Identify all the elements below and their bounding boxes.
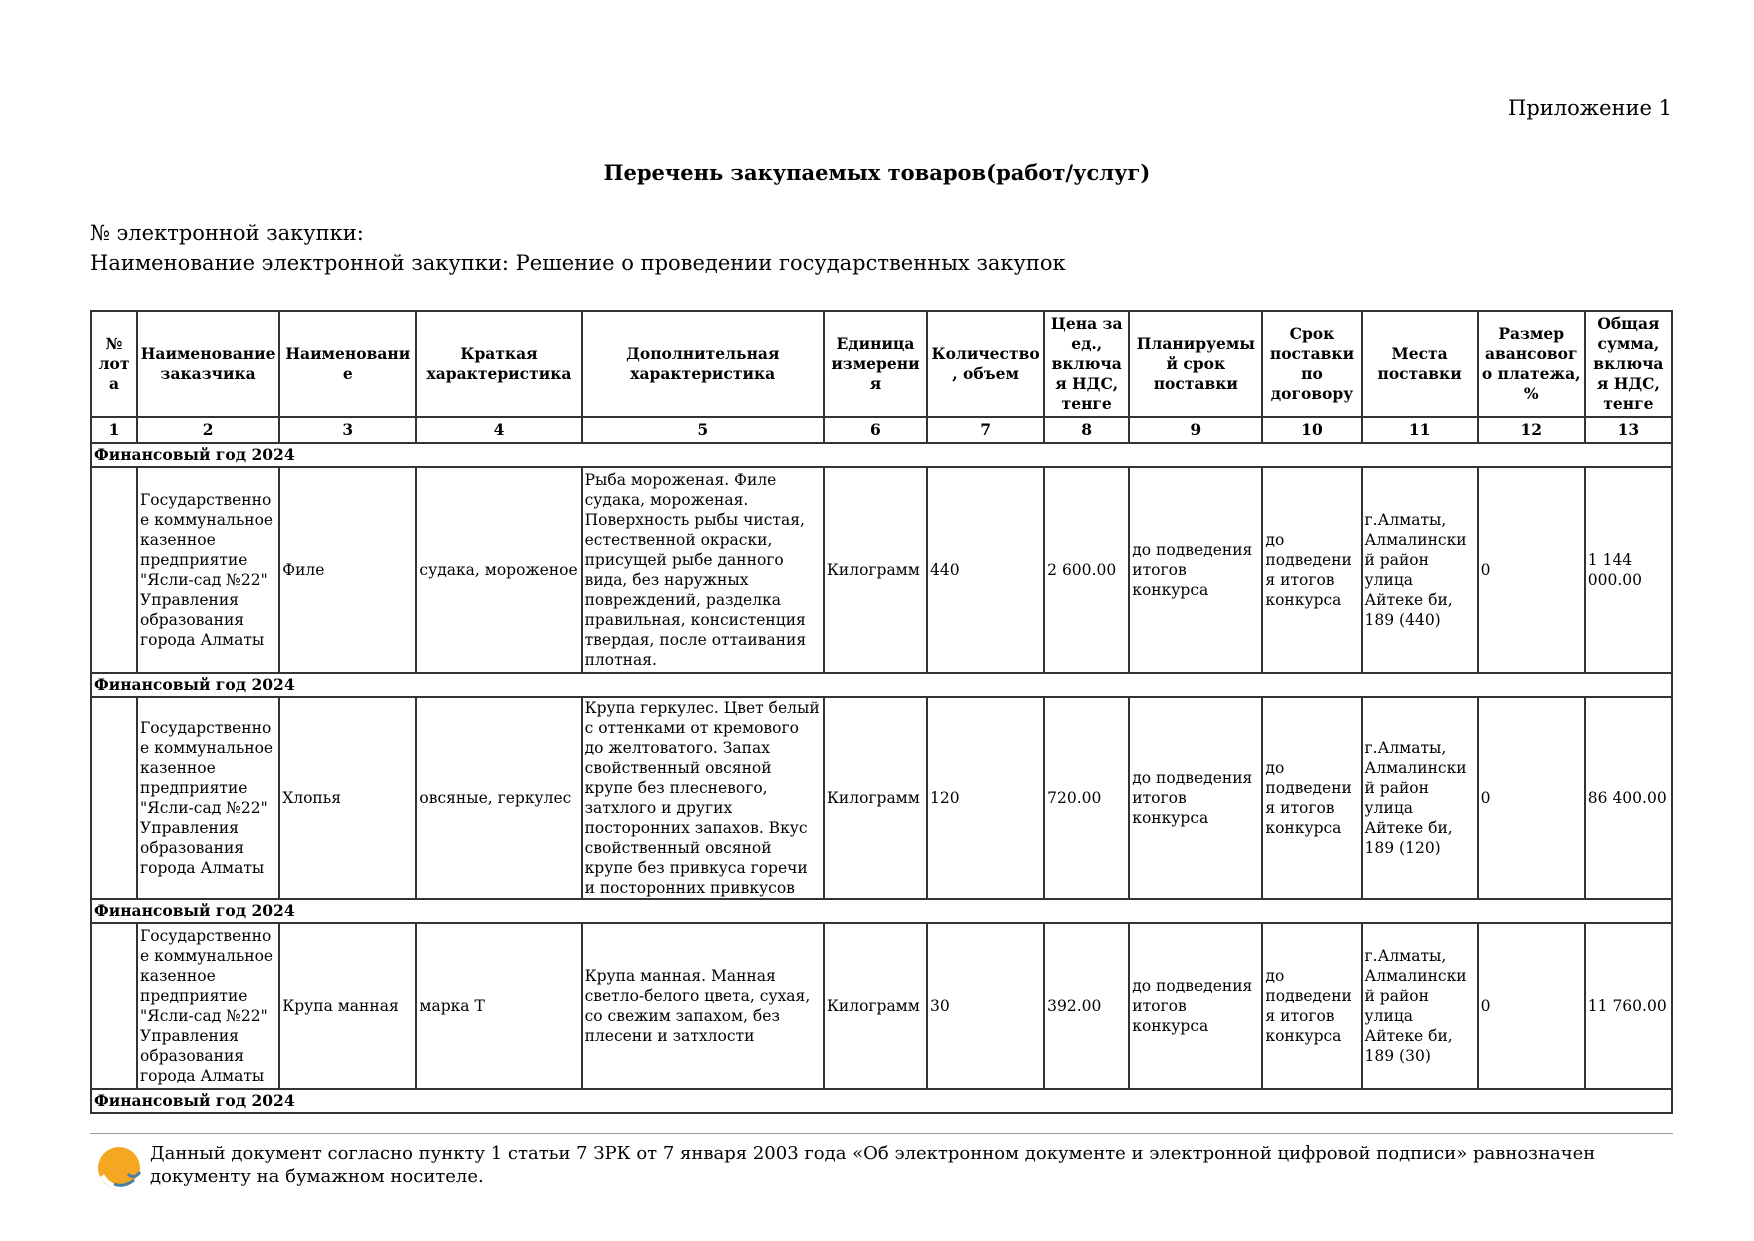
table-header-row [91, 311, 1672, 417]
table-row [91, 923, 1672, 1089]
column-number: 9 [1129, 417, 1262, 443]
financial-year-row [91, 673, 1672, 697]
contract-term-cell: до подведения итогов конкурса [1262, 697, 1361, 899]
col-header: Единица измерения [824, 311, 927, 417]
planned-term-cell: до подведения итогов конкурса [1129, 923, 1262, 1089]
col-header: Количество, объем [927, 311, 1044, 417]
financial-year-label: Финансовый год 2024 [91, 673, 1672, 697]
column-number: 8 [1044, 417, 1129, 443]
column-number: 1 [91, 417, 137, 443]
unit-cell: Килограмм [824, 923, 927, 1089]
column-number: 6 [824, 417, 927, 443]
total-cell: 1 144 000.00 [1585, 467, 1672, 673]
column-number: 5 [582, 417, 824, 443]
financial-year-label: Финансовый год 2024 [91, 899, 1672, 923]
table-row [91, 697, 1672, 899]
advance-cell: 0 [1478, 923, 1585, 1089]
customer-cell: Государственное коммунальное казенное предприятие "Ясли-сад №22" Управления образования города Алматы [137, 923, 279, 1089]
table-row [91, 467, 1672, 673]
financial-year-row [91, 443, 1672, 467]
delivery-place-cell: г.Алматы, Алмалинский район улица Айтеке би, 189 (440) [1362, 467, 1478, 673]
column-number: 11 [1362, 417, 1478, 443]
col-header: Размер авансового платежа, % [1478, 311, 1585, 417]
col-header: Срок поставки по договору [1262, 311, 1361, 417]
financial-year-label: Финансовый год 2024 [91, 1089, 1672, 1113]
unit-cell: Килограмм [824, 467, 927, 673]
col-header: Места поставки [1362, 311, 1478, 417]
col-header: Цена за ед., включая НДС, тенге [1044, 311, 1129, 417]
item-name-cell: Крупа манная [279, 923, 416, 1089]
total-cell: 11 760.00 [1585, 923, 1672, 1089]
delivery-place-cell: г.Алматы, Алмалинский район улица Айтеке би, 189 (120) [1362, 697, 1478, 899]
lot-number [91, 467, 137, 673]
planned-term-cell: до подведения итогов конкурса [1129, 697, 1262, 899]
unit-cell: Килограмм [824, 697, 927, 899]
purchase-name: Наименование электронной закупки: Решение о проведении государственных закупок [90, 251, 1066, 275]
egov-seal-icon [94, 1144, 144, 1194]
advance-cell: 0 [1478, 697, 1585, 899]
customer-cell: Государственное коммунальное казенное предприятие "Ясли-сад №22" Управления образования города Алматы [137, 697, 279, 899]
col-header: Планируемый срок поставки [1129, 311, 1262, 417]
quantity-cell: 440 [927, 467, 1044, 673]
legal-footer [90, 1133, 1673, 1187]
column-number: 12 [1478, 417, 1585, 443]
legal-note: Данный документ согласно пункту 1 статьи 7 ЗРК от 7 января 2003 года «Об электронном документе и электронной цифровой подписи» равнозначен документу на бумажном носителе. [150, 1143, 1596, 1187]
extra-description-cell: Крупа манная. Манная светло-белого цвета, сухая, со свежим запахом, без плесени и затхлости [582, 923, 824, 1089]
appendix-label: Приложение 1 [1508, 96, 1672, 120]
column-number: 7 [927, 417, 1044, 443]
col-header: Наименование [279, 311, 416, 417]
delivery-place-cell: г.Алматы, Алмалинский район улица Айтеке би, 189 (30) [1362, 923, 1478, 1089]
column-number: 3 [279, 417, 416, 443]
total-cell: 86 400.00 [1585, 697, 1672, 899]
price-cell: 720.00 [1044, 697, 1129, 899]
column-number: 10 [1262, 417, 1361, 443]
short-description-cell: овсяные, геркулес [416, 697, 581, 899]
purchase-number: № электронной закупки: [90, 221, 364, 245]
item-name-cell: Хлопья [279, 697, 416, 899]
extra-description-cell: Крупа геркулес. Цвет белый с оттенками от кремового до желтоватого. Запах свойственный овсяной крупе без плесневого, затхлого и других посторонних запахов. Вкус свойственный овсяной крупе без привкуса горечи и посторонних привкусов [582, 697, 824, 899]
lot-number [91, 697, 137, 899]
col-header: Дополнительная характеристика [582, 311, 824, 417]
contract-term-cell: до подведения итогов конкурса [1262, 923, 1361, 1089]
col-header: № лота [91, 311, 137, 417]
column-number: 4 [416, 417, 581, 443]
quantity-cell: 120 [927, 697, 1044, 899]
goods-table [90, 310, 1673, 1114]
planned-term-cell: до подведения итогов конкурса [1129, 467, 1262, 673]
document-title: Перечень закупаемых товаров(работ/услуг) [603, 160, 1151, 185]
column-number: 2 [137, 417, 279, 443]
contract-term-cell: до подведения итогов конкурса [1262, 467, 1361, 673]
advance-cell: 0 [1478, 467, 1585, 673]
column-number: 13 [1585, 417, 1672, 443]
price-cell: 2 600.00 [1044, 467, 1129, 673]
customer-cell: Государственное коммунальное казенное предприятие "Ясли-сад №22" Управления образования города Алматы [137, 467, 279, 673]
item-name-cell: Филе [279, 467, 416, 673]
column-number-row [91, 417, 1672, 443]
col-header: Общая сумма, включая НДС, тенге [1585, 311, 1672, 417]
financial-year-label: Финансовый год 2024 [91, 443, 1672, 467]
extra-description-cell: Рыба мороженая. Филе судака, мороженая. Поверхность рыбы чистая, естественной окраски, присущей рыбе данного вида, без наружных повреждений, разделка правильная, консистенция твердая, после оттаивания плотная. [582, 467, 824, 673]
col-header: Краткая характеристика [416, 311, 581, 417]
short-description-cell: судака, мороженое [416, 467, 581, 673]
price-cell: 392.00 [1044, 923, 1129, 1089]
lot-number [91, 923, 137, 1089]
col-header: Наименование заказчика [137, 311, 279, 417]
quantity-cell: 30 [927, 923, 1044, 1089]
financial-year-row [91, 899, 1672, 923]
financial-year-row [91, 1089, 1672, 1113]
short-description-cell: марка Т [416, 923, 581, 1089]
